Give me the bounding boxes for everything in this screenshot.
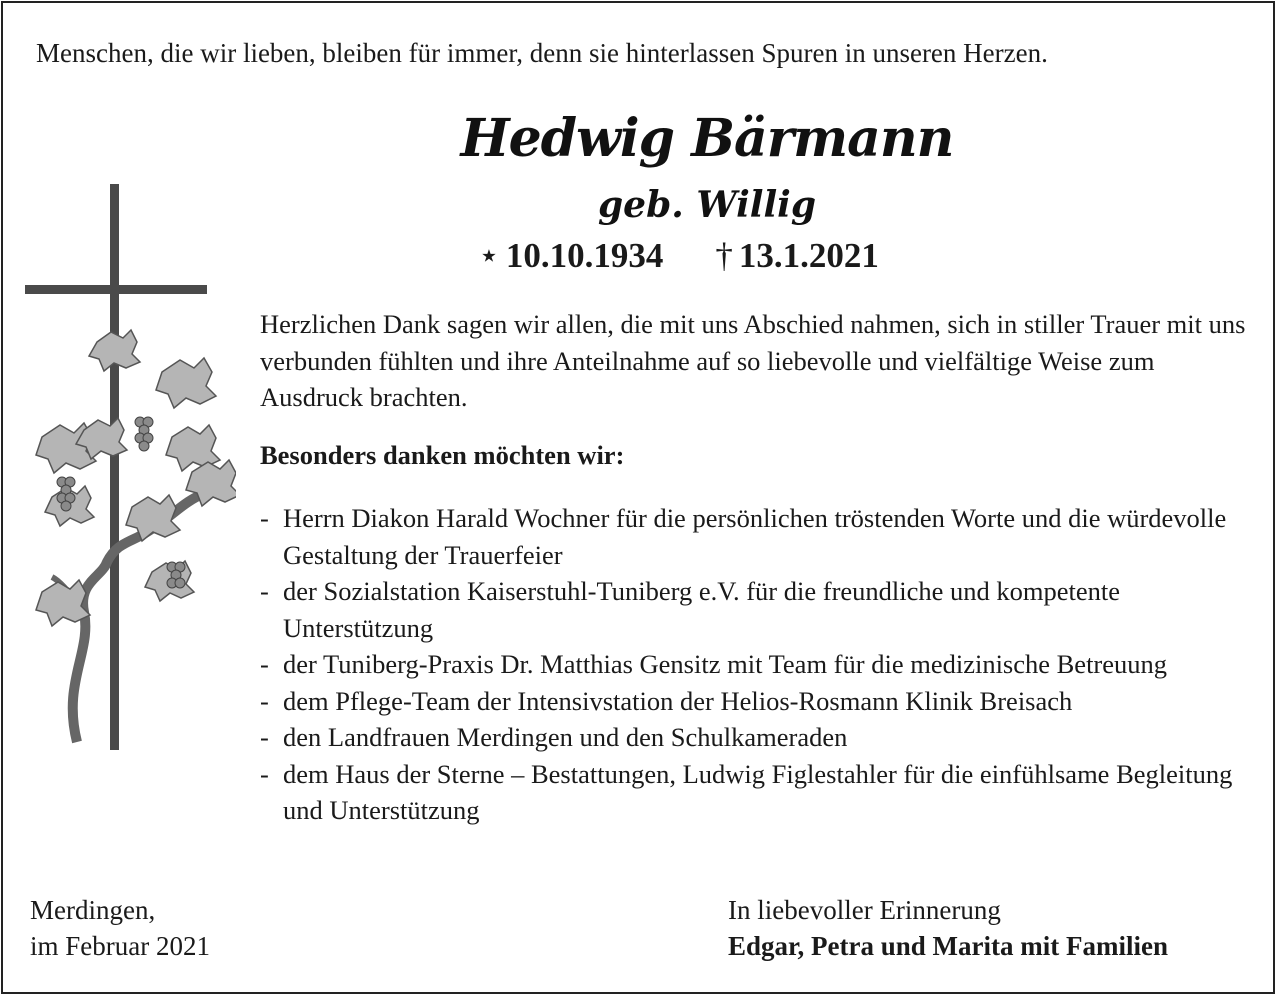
dagger-icon: † xyxy=(715,236,733,275)
place: Merdingen, xyxy=(30,895,156,925)
thanks-heading: Besonders danken möchten wir: xyxy=(260,440,625,470)
list-item: - der Tuniberg-Praxis Dr. Matthias Gensitz mit Team für die medizinische Betreuung xyxy=(260,646,1272,683)
place-and-date xyxy=(30,892,210,964)
thanks-list xyxy=(260,500,1272,829)
star-icon: ⋆ xyxy=(478,236,500,275)
list-item: - dem Haus der Sterne – Bestattungen, Ludwig Figlestahler für die einfühlsame Begleitung und Unterstützung xyxy=(260,756,1272,829)
motto: Menschen, die wir lieben, bleiben für immer, denn sie hinterlassen Spuren in unseren Herzen. xyxy=(36,38,1048,68)
birth-date-group xyxy=(478,236,663,276)
signature-block xyxy=(728,892,1168,964)
birth-date: 10.10.1934 xyxy=(505,236,664,275)
life-dates xyxy=(478,236,879,276)
list-item: - der Sozialstation Kaiserstuhl-Tuniberg e.V. für die freundliche und kompetente Unterstützung xyxy=(260,573,1272,646)
signatories: Edgar, Petra und Marita mit Familien xyxy=(728,931,1168,961)
list-item: - dem Pflege-Team der Intensivstation der Helios-Rosmann Klinik Breisach xyxy=(260,683,1272,720)
maiden-name: geb. Willig xyxy=(598,184,816,226)
thank-you-intro: Herzlichen Dank sagen wir allen, die mit uns Abschied nahmen, sich in stiller Trauer mit uns verbunden fühlten und ihre Anteilnahme auf so liebevolle und vielfältige Weise zum Ausdruck brachten. xyxy=(260,309,1246,412)
death-date-group xyxy=(715,236,879,276)
death-date: 13.1.2021 xyxy=(738,236,879,275)
closing-line: In liebevoller Erinnerung xyxy=(728,895,1001,925)
cross-with-vine-illustration xyxy=(22,182,236,752)
grapevine-icon xyxy=(36,330,236,742)
list-item: - Herrn Diakon Harald Wochner für die persönlichen tröstenden Worte und die würdevolle Gestaltung der Trauerfeier xyxy=(260,500,1272,573)
deceased-name: Hedwig Bärmann xyxy=(460,108,954,169)
list-item: - den Landfrauen Merdingen und den Schulkameraden xyxy=(260,719,1272,756)
date: im Februar 2021 xyxy=(30,931,210,961)
